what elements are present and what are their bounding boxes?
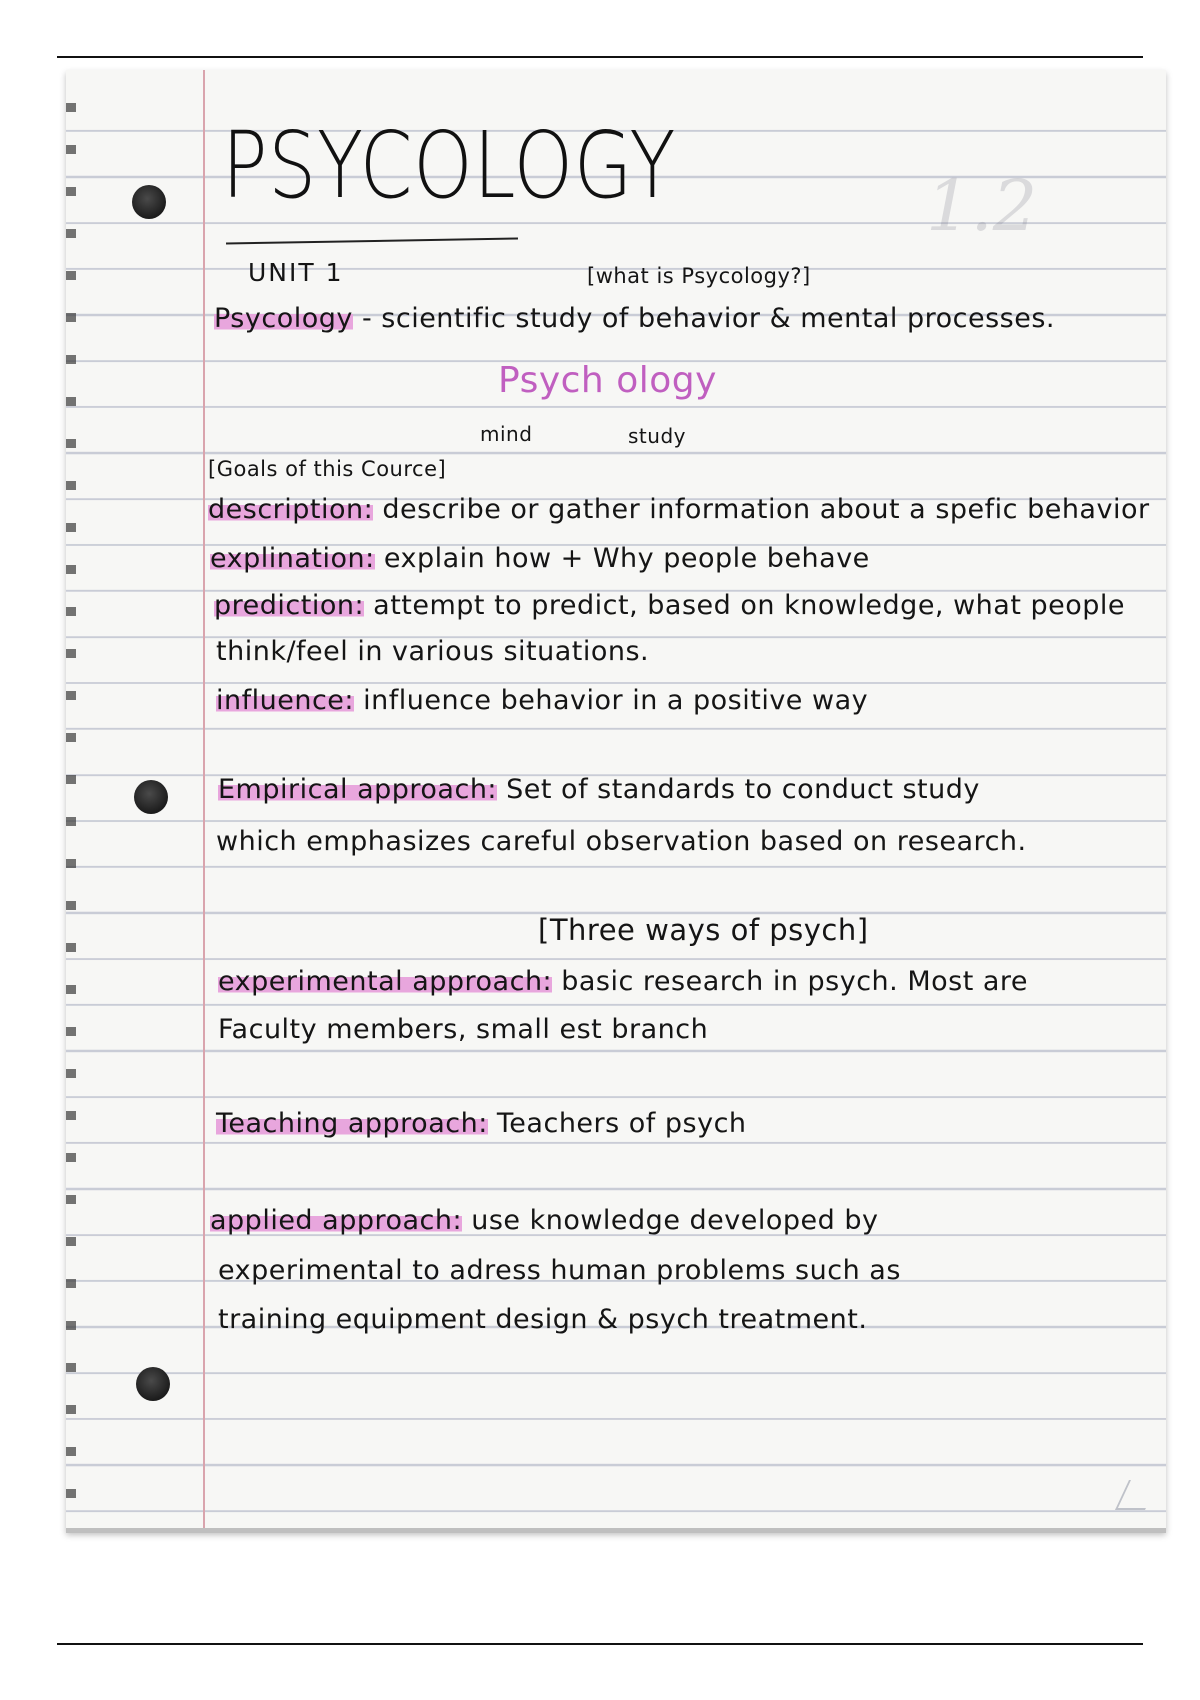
page-bottom-rule	[57, 1643, 1143, 1645]
goal-item	[210, 543, 870, 574]
goal-item	[216, 685, 868, 716]
goal-text: influence behavior in a positive way	[363, 685, 869, 716]
goal-text: explain how + Why people behave	[383, 543, 870, 574]
goal-item	[208, 494, 1150, 525]
goal-term: explination:	[210, 543, 375, 574]
approach-term: applied approach:	[210, 1205, 463, 1236]
approach-text: use knowledge developed by	[471, 1205, 879, 1236]
approach-continuation: training equipment design & psych treatment.	[218, 1304, 868, 1335]
bleed-through-marks: 1.2	[926, 165, 1038, 247]
approach-item	[210, 1205, 878, 1236]
punch-hole-icon	[136, 1367, 170, 1401]
page-top-rule	[57, 56, 1143, 58]
goal-term: description:	[208, 494, 374, 525]
etymology-root-mind: mind	[480, 422, 533, 446]
goal-term: influence:	[216, 685, 355, 716]
approach-item	[218, 966, 1028, 997]
approach-term: experimental approach:	[218, 966, 553, 997]
three-ways-heading: [Three ways of psych]	[538, 913, 869, 947]
goal-term: prediction:	[214, 590, 365, 621]
punch-hole-icon	[132, 185, 166, 219]
empirical-continuation: which emphasizes careful observation based on research.	[216, 826, 1027, 857]
margin-line	[203, 70, 205, 1532]
page-corner-fold	[1115, 1480, 1159, 1510]
empirical-term: Empirical approach:	[218, 774, 498, 805]
approach-item	[216, 1108, 747, 1139]
definition-line	[214, 303, 1055, 334]
approach-text: Teachers of psych	[496, 1108, 747, 1139]
goal-text: describe or gather information about a spefic behavior	[382, 494, 1150, 525]
definition-term: Psycology	[214, 303, 353, 334]
punch-hole-icon	[134, 780, 168, 814]
approach-text: basic research in psych. Most are	[561, 966, 1029, 997]
etymology-root-study: study	[628, 424, 686, 448]
page-title: PSYCOLOGY	[222, 112, 677, 219]
empirical-line	[218, 774, 980, 805]
paper-bottom-edge	[66, 1528, 1166, 1533]
approach-continuation: experimental to adress human problems such as	[218, 1255, 901, 1286]
definition-text: - scientific study of behavior & mental processes.	[361, 303, 1055, 334]
goal-continuation: think/feel in various situations.	[216, 636, 650, 667]
goal-item	[214, 590, 1125, 621]
spiral-edge-marks	[66, 70, 76, 1532]
etymology-word: Psych ology	[498, 360, 717, 401]
empirical-text: Set of standards to conduct study	[506, 774, 980, 805]
approach-term: Teaching approach:	[216, 1108, 488, 1139]
section-question: [what is Psycology?]	[587, 264, 811, 288]
approach-continuation: Faculty members, small est branch	[218, 1014, 709, 1045]
goals-heading: [Goals of this Cource]	[208, 457, 447, 481]
goal-text: attempt to predict, based on knowledge, what people	[373, 590, 1126, 621]
unit-label: UNIT 1	[248, 258, 344, 287]
